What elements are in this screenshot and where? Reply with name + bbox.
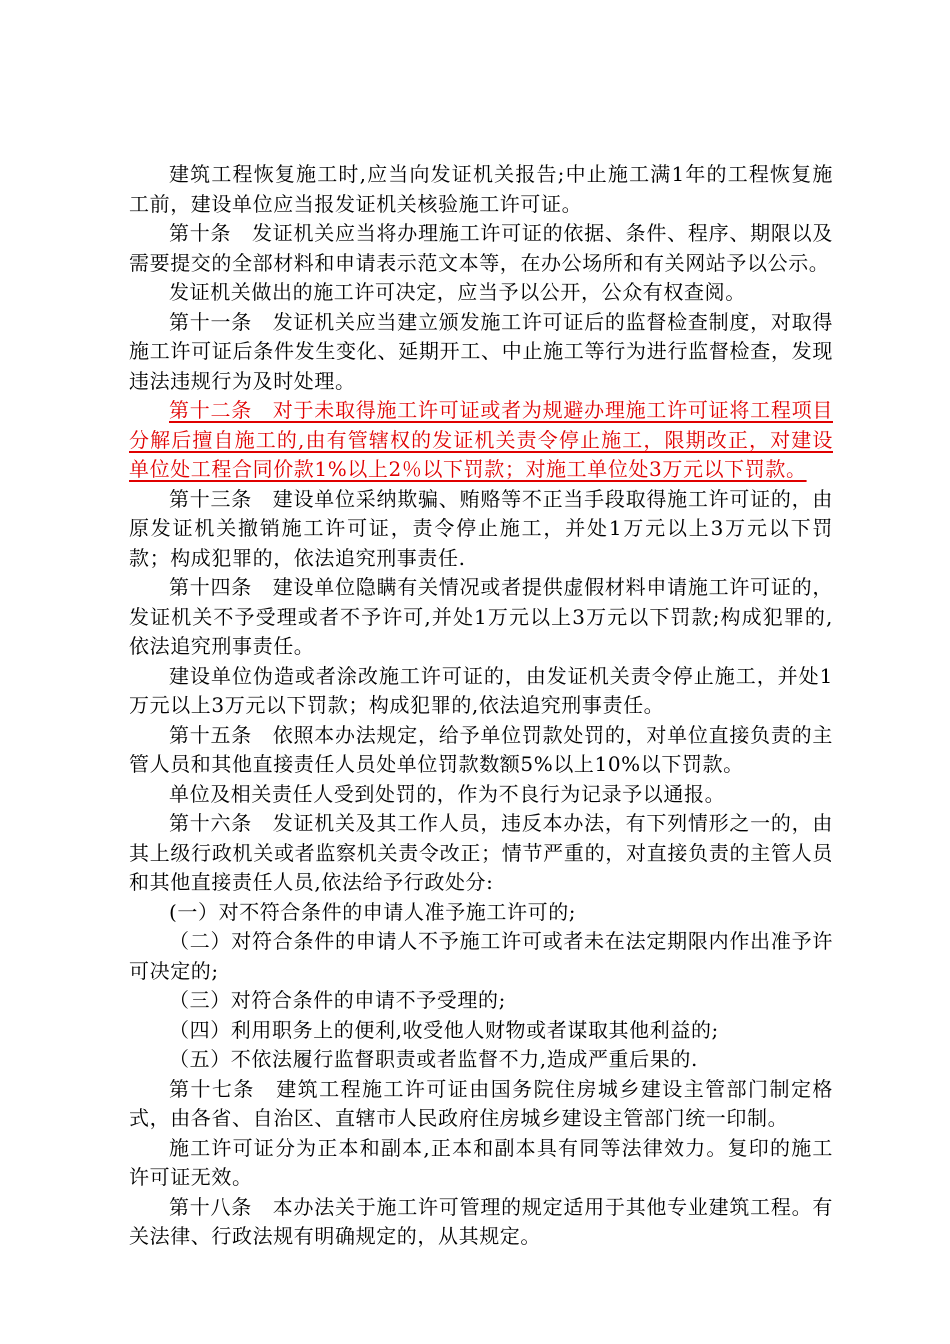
paragraph-public-decision: 发证机关做出的施工许可决定，应当予以公开，公众有权查阅。 bbox=[169, 280, 746, 304]
article-17: 第十七条 建筑工程施工许可证由国务院住房城乡建设主管部门制定格式，由各省、自治区、直辖市人民政府住房城乡建设主管部门统一印制。 bbox=[129, 1076, 833, 1130]
paragraph-resume-construction: 建筑工程恢复施工时,应当向发证机关报告;中止施工满1年的工程恢复施工前，建设单位应当报发证机关核验施工许可证。 bbox=[129, 162, 833, 216]
article-12-highlighted: 第十二条 对于未取得施工许可证或者为规避办理施工许可证将工程项目分解后擅自施工的,由有管辖权的发证机关责令停止施工，限期改正，对建设单位处工程合同价款1%以上2％以下罚款；对施工单位处3万元以下罚款。 bbox=[129, 398, 833, 481]
article-16: 第十六条 发证机关及其工作人员，违反本办法，有下列情形之一的，由其上级行政机关或者监察机关责令改正；情节严重的，对直接负责的主管人员和其他直接责任人员,依法给予行政处分: bbox=[129, 811, 833, 894]
article-15: 第十五条 依照本办法规定，给予单位罚款处罚的，对单位直接负责的主管人员和其他直接责任人员处单位罚款数额5%以上10%以下罚款。 bbox=[129, 722, 833, 776]
article-13: 第十三条 建设单位采纳欺骗、贿赂等不正当手段取得施工许可证的，由原发证机关撤销施工许可证，责令停止施工，并处1万元以上3万元以下罚款；构成犯罪的，依法追究刑事责任. bbox=[129, 486, 833, 570]
list-item-2: （二）对符合条件的申请人不予施工许可或者未在法定期限内作出准予许可决定的; bbox=[129, 929, 833, 983]
article-14: 第十四条 建设单位隐瞒有关情况或者提供虚假材料申请施工许可证的，发证机关不予受理或者不予许可,并处1万元以上3万元以下罚款;构成犯罪的,依法追究刑事责任。 bbox=[129, 575, 833, 658]
document-page bbox=[129, 160, 833, 1252]
paragraph-forged-permit: 建设单位伪造或者涂改施工许可证的，由发证机关责令停止施工，并处1万元以上3万元以下罚款；构成犯罪的,依法追究刑事责任。 bbox=[129, 663, 833, 717]
list-item-1: (一）对不符合条件的申请人准予施工许可的; bbox=[169, 899, 577, 924]
article-18: 第十八条 本办法关于施工许可管理的规定适用于其他专业建筑工程。有关法律、行政法规有明确规定的，从其规定。 bbox=[129, 1194, 833, 1248]
list-item-5: （五）不依法履行监督职责或者监督不力,造成严重后果的. bbox=[169, 1047, 698, 1071]
article-10: 第十条 发证机关应当将办理施工许可证的依据、条件、程序、期限以及需要提交的全部材料和申请表示范文本等，在办公场所和有关网站予以公示。 bbox=[129, 221, 833, 275]
article-11: 第十一条 发证机关应当建立颁发施工许可证后的监督检查制度，对取得施工许可证后条件发生变化、延期开工、中止施工等行为进行监督检查，发现违法违规行为及时处理。 bbox=[129, 309, 833, 393]
paragraph-bad-record: 单位及相关责任人受到处罚的，作为不良行为记录予以通报。 bbox=[169, 781, 726, 806]
paragraph-original-copy: 施工许可证分为正本和副本,正本和副本具有同等法律效力。复印的施工许可证无效。 bbox=[129, 1135, 833, 1189]
list-item-3: （三）对符合条件的申请不予受理的; bbox=[169, 988, 506, 1012]
list-item-4: （四）利用职务上的便利,收受他人财物或者谋取其他利益的; bbox=[169, 1017, 719, 1042]
